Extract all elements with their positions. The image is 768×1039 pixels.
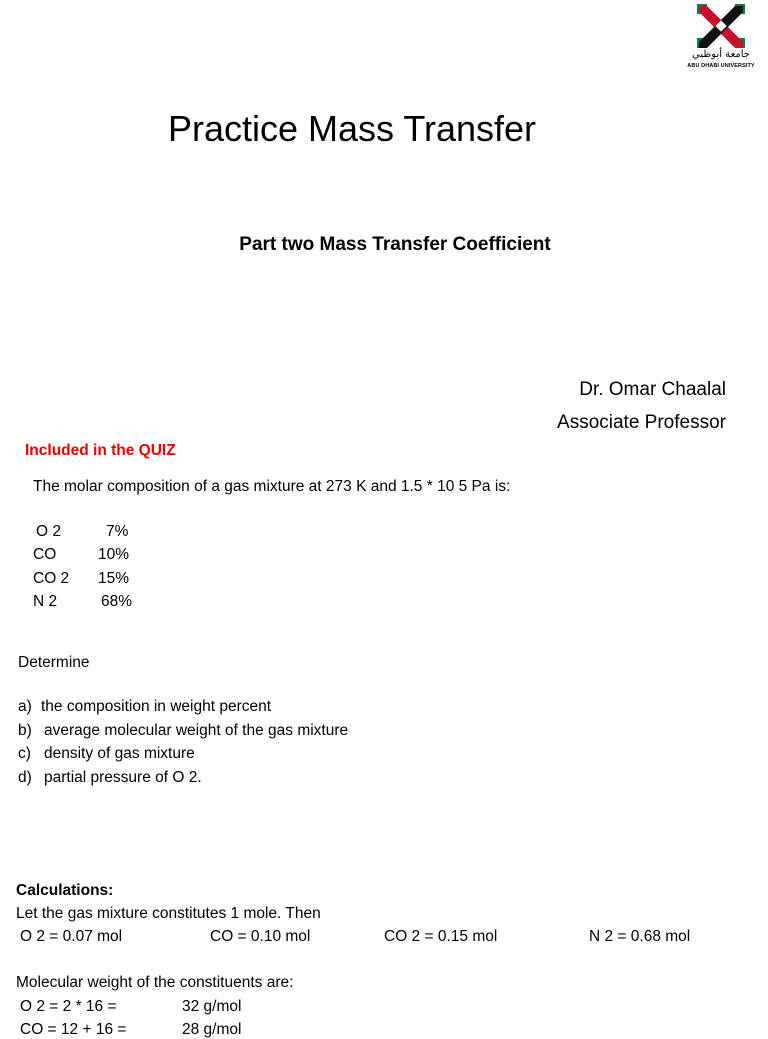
- calculations-heading: Calculations:: [16, 882, 114, 899]
- logo-english-text: ABU DHABI UNIVERSITY: [687, 63, 755, 69]
- page-title: Practice Mass Transfer: [167, 108, 537, 149]
- mw-value: 28 g/mol: [182, 1021, 242, 1038]
- mole-value: CO 2 = 0.15 mol: [384, 928, 498, 945]
- logo-mark-icon: [683, 2, 759, 50]
- mw-value: 32 g/mol: [182, 998, 242, 1015]
- composition-percent: 10%: [98, 546, 130, 563]
- composition-species: CO: [33, 546, 57, 563]
- subtitle: Part two Mass Transfer Coefficient: [239, 234, 551, 255]
- calculations-intro: Let the gas mixture constitutes 1 mole. Then: [16, 905, 321, 922]
- author-name: Dr. Omar Chaalal: [579, 379, 726, 400]
- composition-species: CO 2: [33, 570, 70, 587]
- composition-percent: 15%: [98, 570, 130, 587]
- task-text: average molecular weight of the gas mixture: [44, 722, 349, 739]
- mw-formula: O 2 = 2 * 16 =: [20, 998, 117, 1015]
- composition-species: O 2: [36, 523, 61, 540]
- quiz-note: Included in the QUIZ: [25, 442, 176, 459]
- task-text: the composition in weight percent: [41, 698, 272, 715]
- task-letter: b): [18, 722, 32, 739]
- mole-value: CO = 0.10 mol: [210, 928, 311, 945]
- determine-label: Determine: [18, 654, 90, 671]
- task-text: density of gas mixture: [44, 745, 195, 762]
- mole-value: O 2 = 0.07 mol: [20, 928, 123, 945]
- mw-formula: CO = 12 + 16 =: [20, 1021, 127, 1038]
- author-role: Associate Professor: [557, 412, 726, 433]
- task-letter: c): [18, 745, 31, 762]
- molecular-weight-heading: Molecular weight of the constituents are:: [16, 974, 294, 991]
- task-text: partial pressure of O 2.: [44, 769, 202, 786]
- university-logo: [683, 2, 759, 74]
- task-letter: a): [18, 698, 32, 715]
- composition-species: N 2: [33, 593, 58, 610]
- composition-percent: 68%: [101, 593, 133, 610]
- logo-arabic-text: جامعة أبوظبي: [692, 49, 750, 60]
- problem-statement: The molar composition of a gas mixture at 273 K and 1.5 * 10 5 Pa is:: [33, 478, 511, 495]
- composition-percent: 7%: [106, 523, 129, 540]
- task-letter: d): [18, 769, 32, 786]
- mole-value: N 2 = 0.68 mol: [589, 928, 691, 945]
